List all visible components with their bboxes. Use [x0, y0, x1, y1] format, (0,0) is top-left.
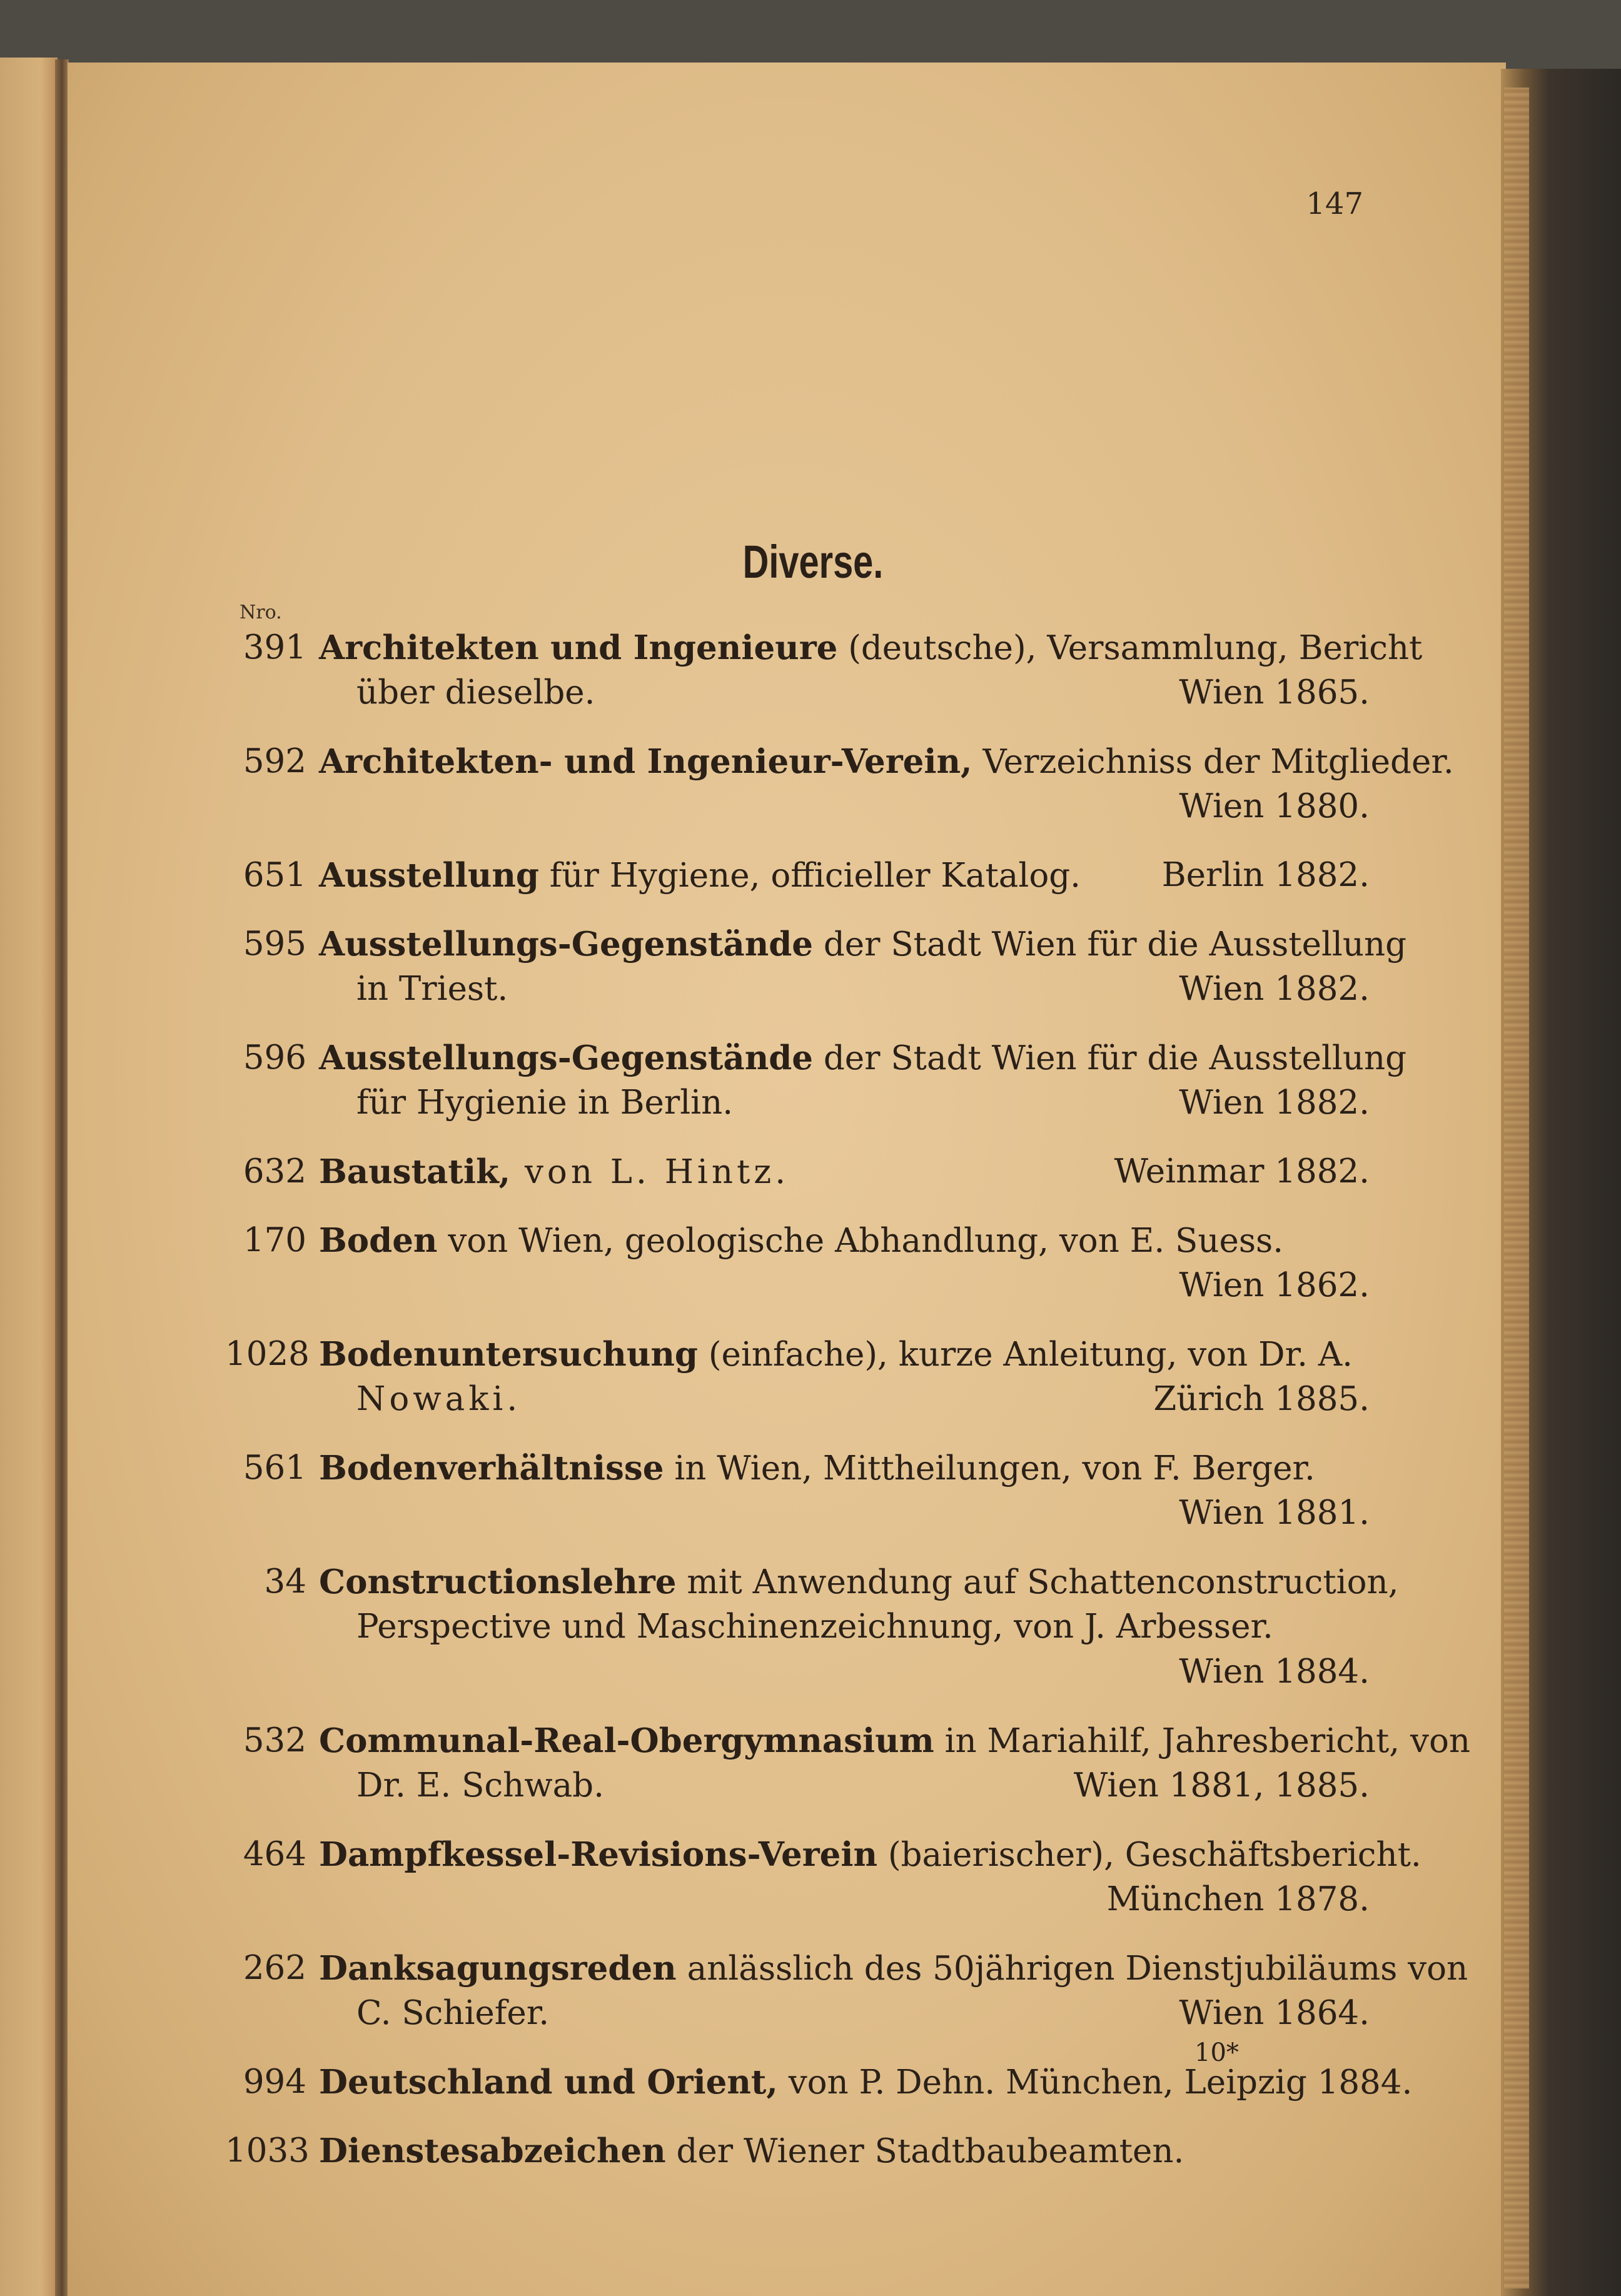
entry-text: in Wien, Mittheilungen, von F. Berger. [664, 1449, 1315, 1488]
catalog-entry [225, 1718, 1470, 1808]
entry-text: (deutsche), Versammlung, Bericht [837, 629, 1423, 667]
entry-text: der Stadt Wien für die Ausstellung [813, 1039, 1407, 1077]
page-stack-edge [1504, 88, 1529, 2288]
entry-text: der Stadt Wien für die Ausstellung [813, 925, 1407, 964]
entry-number: 532 [243, 1721, 306, 1760]
entry-number: 561 [243, 1449, 306, 1487]
entry-text: (einfache), kurze Anleitung, von Dr. A. [697, 1336, 1353, 1374]
entry-place-date: Wien 1881. [1179, 1494, 1370, 1532]
entry-number: 34 [264, 1563, 306, 1601]
entry-keyword: Communal-Real-Obergymnasium [319, 1721, 934, 1760]
catalog-entry [225, 1946, 1468, 2036]
entry-number: 632 [243, 1152, 306, 1191]
catalog-entry [225, 625, 1423, 715]
section-heading: Diverse. [742, 536, 884, 588]
entry-continuation: Perspective und Maschinenzeichnung, von J. Arbesser. [356, 1608, 1273, 1646]
entry-place-date: Wien 1864. [1179, 1994, 1370, 2032]
catalog-entry [225, 1832, 1422, 1922]
entry-continuation: C. Schiefer. [356, 1994, 550, 2032]
catalog-entry [225, 1149, 1370, 1194]
entry-number: 651 [243, 856, 306, 894]
catalog-entry [225, 1218, 1370, 1308]
entry-continuation: in Triest. [356, 970, 508, 1008]
entry-text: anlässlich des 50jährigen Dienstjubiläums von [676, 1950, 1468, 1988]
entry-text: (baierischer), Geschäftsbericht. [877, 1836, 1422, 1874]
entry-text: mit Anwendung auf Schattenconstruction, [676, 1563, 1399, 1601]
entry-number: 596 [243, 1039, 306, 1077]
entry-text: von Wien, geologische Abhandlung, von E. Suess. [437, 1222, 1284, 1260]
entry-text: von P. Dehn. München, Leipzig 1884. [777, 2063, 1413, 2102]
catalog-entry [225, 739, 1454, 829]
entry-keyword: Dienstesabzeichen [319, 2132, 666, 2170]
entry-continuation: für Hygienie in Berlin. [356, 1084, 734, 1122]
entry-text: der Wiener Stadtbaubeamten. [665, 2132, 1184, 2170]
entry-keyword: Constructionslehre [319, 1563, 677, 1601]
entry-keyword: Bodenuntersuchung [319, 1335, 698, 1374]
entry-text: Verzeichniss der Mitglieder. [972, 743, 1454, 781]
entry-keyword: Danksagungsreden [319, 1949, 677, 1988]
catalog-entry [225, 2128, 1370, 2173]
catalog-entry [225, 1559, 1399, 1694]
entry-continuation: über dieselbe. [356, 673, 595, 712]
catalog-entries [225, 625, 1470, 2197]
entry-place-date: Wien 1865. [1179, 673, 1370, 712]
entry-keyword: Architekten- und Ingenieur-Verein, [319, 742, 972, 781]
entry-continuation: Nowaki. [356, 1380, 522, 1418]
entry-number: 464 [243, 1835, 306, 1873]
entry-number: 170 [243, 1221, 306, 1259]
entry-place-date: München 1878. [1106, 1880, 1370, 1918]
entry-number: 1028 [225, 1335, 310, 1373]
entry-number: 595 [243, 925, 306, 963]
entry-place-date: Wien 1862. [1179, 1266, 1370, 1304]
catalog-entry [225, 1332, 1370, 1422]
page-number: 147 [1306, 186, 1363, 221]
signature-mark: 10* [1194, 2038, 1239, 2067]
entry-keyword: Boden [319, 1221, 438, 1260]
catalog-entry [225, 853, 1370, 898]
entry-keyword: Baustatik, [319, 1152, 511, 1191]
entry-keyword: Architekten und Ingenieure [319, 628, 838, 667]
entry-keyword: Bodenverhältnisse [319, 1449, 664, 1488]
entry-keyword: Ausstellungs-Gegenstände [319, 925, 814, 964]
catalog-entry [225, 922, 1407, 1012]
entry-keyword: Ausstellung [319, 856, 539, 895]
entry-place-date: Weinmar 1882. [1114, 1152, 1370, 1191]
number-column-label: Nro. [240, 602, 282, 623]
entry-place-date: Wien 1881, 1885. [1073, 1766, 1370, 1805]
entry-place-date: Wien 1882. [1179, 970, 1370, 1008]
entry-place-date: Zürich 1885. [1153, 1380, 1370, 1418]
entry-keyword: Deutschland und Orient, [319, 2063, 778, 2102]
entry-place-date: Wien 1884. [1179, 1653, 1370, 1691]
entry-text: in Mariahilf, Jahresbericht, von [934, 1722, 1470, 1760]
entry-text: von L. Hintz. [510, 1153, 790, 1191]
catalog-entry [225, 1446, 1370, 1536]
entry-number: 391 [243, 628, 306, 667]
book-gutter [55, 59, 69, 2296]
entry-text: für Hygiene, officieller Katalog. [538, 857, 1081, 895]
left-page-edge [0, 58, 58, 2296]
entry-keyword: Dampfkessel-Revisions-Verein [319, 1835, 878, 1874]
entry-continuation: Dr. E. Schwab. [356, 1766, 604, 1805]
catalog-entry [225, 1035, 1407, 1125]
entry-number: 262 [243, 1949, 306, 1987]
entry-place-date: Wien 1880. [1179, 787, 1370, 825]
entry-number: 592 [243, 742, 306, 780]
entry-place-date: Berlin 1882. [1161, 856, 1370, 894]
entry-number: 1033 [225, 2132, 310, 2170]
entry-keyword: Ausstellungs-Gegenstände [319, 1039, 814, 1077]
entry-number: 994 [243, 2063, 306, 2101]
entry-place-date: Wien 1882. [1179, 1084, 1370, 1122]
